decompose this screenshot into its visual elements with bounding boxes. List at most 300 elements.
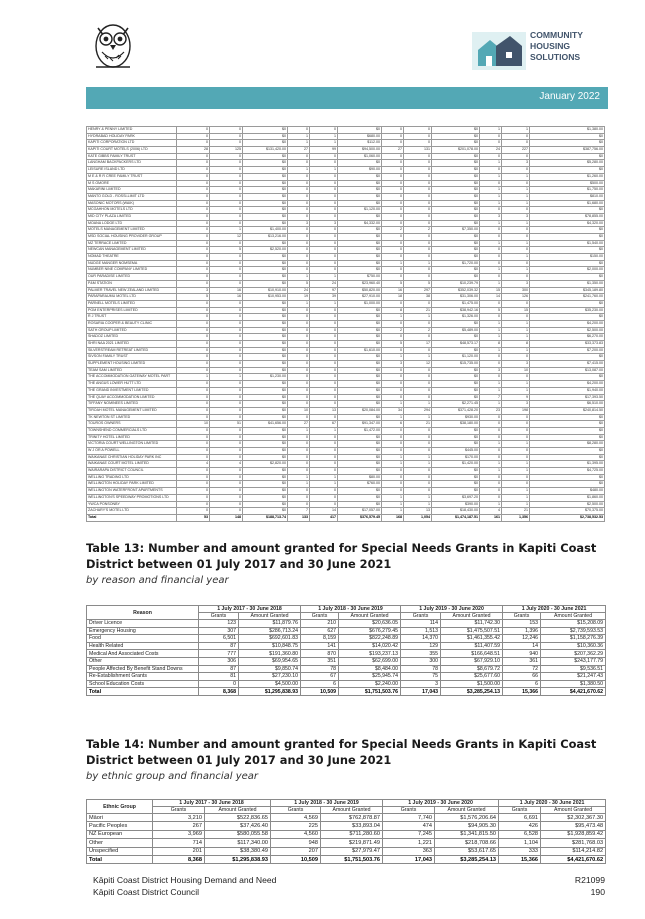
table-cell: 294 [404,407,432,414]
table-cell: 3 [502,160,530,167]
table-cell: 10 [502,367,530,374]
table-cell: 0 [288,454,310,461]
table-cell: $1,120.00 [432,354,480,361]
table-cell: 1 [288,167,310,174]
table-cell: $17,393.50 [530,394,605,401]
table-cell: $0 [432,254,480,261]
table-cell: $31,306.00 [432,294,480,301]
table-cell: 0 [288,354,310,361]
table-cell: 0 [288,187,310,194]
table-cell: 0 [210,280,243,287]
table-cell: 12,246 [503,635,541,643]
table-cell: 7,740 [383,814,435,822]
table-cell: 7 [480,394,502,401]
table-cell: $0 [243,267,288,274]
table-cell: 0 [288,334,310,341]
table-cell: $0 [338,468,382,475]
table-cell: 21 [404,421,432,428]
table-cell: 0 [480,434,502,441]
row-label: NUDGE MANGER NOMSEMA [87,260,177,267]
table-cell: 0 [177,361,210,368]
table-cell: $13,216.00 [243,234,288,241]
table-cell: $371,428.20 [432,407,480,414]
row-label: MASONIC MOTORS (WAIK) [87,200,177,207]
table-cell: $0 [243,407,288,414]
table-cell: 0 [404,240,432,247]
table-cell: $0 [243,474,288,481]
table-cell: 0 [480,374,502,381]
table-cell: 99 [310,147,338,154]
table-cell: 0 [310,267,338,274]
table-cell: 227 [502,147,530,154]
table-cell: $0 [432,213,480,220]
table-cell: 0 [404,320,432,327]
table-cell: 0 [310,381,338,388]
table-cell: 0 [382,347,404,354]
table-cell: $0 [432,234,480,241]
table-cell: 0 [310,234,338,241]
table-cell: $692,601.83 [239,635,301,643]
table-cell: 1 [480,160,502,167]
table-cell: 0 [502,180,530,187]
table-cell: 27 [288,147,310,154]
table-cell: 1 [502,193,530,200]
table-cell: $0 [338,414,382,421]
table-cell: 0 [382,153,404,160]
table-row [87,294,605,301]
table-cell: 0 [177,133,210,140]
table-cell: 0 [177,300,210,307]
table-cell: $0 [243,173,288,180]
table-cell: $1,060.00 [338,153,382,160]
table-cell: $345,189.80 [530,287,605,294]
table-cell: $0 [243,187,288,194]
table-cell: 0 [480,247,502,254]
table-cell: $11,879.76 [239,620,301,628]
table-cell: $810.00 [530,193,605,200]
table-cell: 0 [382,374,404,381]
table-cell: 0 [210,153,243,160]
row-label: Health Related [87,642,199,650]
table-row [87,334,605,341]
table-cell: 0 [288,213,310,220]
table-cell: 0 [382,387,404,394]
table-cell: 12 [210,234,243,241]
table-cell: $1,341,815.50 [435,830,499,838]
table-cell: 0 [288,267,310,274]
row-label: Māori [87,814,153,822]
table-cell: $0 [243,200,288,207]
row-label: MCGAHHON MOTELS LTD [87,207,177,214]
row-label: KAPITI COURT MOTELS (2006) LTD [87,147,177,154]
row-label: KATE GIBBS FAMILY TRUST [87,153,177,160]
table-cell: 0 [210,474,243,481]
table-cell: $5,489.00 [432,327,480,334]
table-cell: 0 [288,401,310,408]
row-label: Driver Licence [87,620,199,628]
report-title: Kāpiti Coast District Housing Demand and Need [93,875,277,885]
brand-line: SOLUTIONS [530,51,581,62]
table-cell: $166,648.51 [441,650,503,658]
table-row [87,187,605,194]
table-cell: $0 [338,374,382,381]
table-cell: $0 [338,341,382,348]
row-label: MAKARINI LIMITED [87,187,177,194]
table-cell: $1,940.00 [530,387,605,394]
table-cell: $0 [432,347,480,354]
table-cell: 0 [382,427,404,434]
grants-header: Grants [153,807,205,814]
table-cell: $3,285,254.13 [435,855,499,863]
table-cell: $243,177.79 [541,657,606,665]
table-row [87,267,605,274]
row-label: Emergency Housing [87,627,199,635]
table-cell: $1,420.00 [432,461,480,468]
table-cell: $0 [530,207,605,214]
table-cell: 306 [199,657,239,665]
table-cell: 1 [502,187,530,194]
table-cell: 0 [310,501,338,508]
table-cell: 1 [310,300,338,307]
table-cell: $0 [243,508,288,515]
table-cell: 0 [210,274,243,281]
table-cell: $1,751,503.76 [321,855,383,863]
table-cell: 0 [310,374,338,381]
table-cell: $4,725.00 [530,468,605,475]
table-cell: 0 [288,153,310,160]
table-cell: 1 [480,441,502,448]
row-label: SATH GROUP LIMITED [87,327,177,334]
table-row [87,127,605,134]
row-label: Total [87,514,177,521]
table-cell: 0 [210,307,243,314]
table-cell: $0 [338,240,382,247]
table-cell: $207,362.29 [541,650,606,658]
table-cell: 0 [177,448,210,455]
table-row [87,280,605,287]
table-cell: 0 [310,401,338,408]
table-cell: $0 [432,140,480,147]
table-cell: 0 [382,180,404,187]
table-cell: 1 [502,387,530,394]
table-cell: 0 [310,347,338,354]
table-cell: $0 [530,167,605,174]
table-cell: 0 [382,481,404,488]
table-cell: $2,500.00 [530,327,605,334]
table-cell: $0 [243,481,288,488]
table-cell: $23,960.40 [338,280,382,287]
table-cell: 5 [177,294,210,301]
table-cell: 4 [177,461,210,468]
table-cell: 0 [310,320,338,327]
table-cell: 0 [210,200,243,207]
table-cell: 0 [310,354,338,361]
table-cell: 0 [404,127,432,134]
table-cell: 1 [480,327,502,334]
row-label: KAPITI CORPORATION LTD [87,140,177,147]
table-cell: 0 [210,127,243,134]
table-cell: 16 [210,294,243,301]
row-label: Medical And Associated Costs [87,650,199,658]
table-cell: 0 [310,341,338,348]
table-cell: 1 [382,461,404,468]
table-cell: 0 [502,260,530,267]
table-cell: 0 [288,207,310,214]
table-cell: $0 [530,153,605,160]
table-cell: $0 [432,387,480,394]
table-cell: 5 [210,247,243,254]
table-cell: 6 [503,680,541,688]
table-cell: 1 [288,427,310,434]
table-cell: 0 [288,173,310,180]
table-cell: 1 [404,314,432,321]
table-cell: 0 [404,427,432,434]
table-cell: 6 [301,680,339,688]
table-cell: $0 [243,394,288,401]
table-cell: 0 [404,187,432,194]
table-cell: 0 [404,448,432,455]
table-cell: 5 [382,280,404,287]
table-cell: 13 [310,407,338,414]
table-row [87,650,606,658]
table-cell: $390.00 [432,501,480,508]
table-cell: 126 [502,294,530,301]
table-cell: 1 [288,140,310,147]
table-cell: 0 [480,488,502,495]
table-cell: 1 [382,494,404,501]
table-cell: $2,500.00 [530,501,605,508]
table-cell: 0 [288,381,310,388]
table-cell: 168 [382,514,404,521]
table-cell: 4,560 [271,830,321,838]
row-label: THE QUAY ACCOMMODATION LIMITED [87,394,177,401]
table-row [87,160,605,167]
table-cell: 0 [310,173,338,180]
table-cell: 39 [310,294,338,301]
table-row [87,822,606,830]
table-row [87,180,605,187]
table-cell: 97 [310,287,338,294]
table-cell: 1 [502,240,530,247]
table-cell: $0 [243,387,288,394]
table-cell: 0 [210,180,243,187]
table-cell: 0 [502,300,530,307]
table-cell: 0 [177,314,210,321]
table14-subheading: by ethnic group and financial year [86,771,259,782]
table-cell: 0 [382,320,404,327]
table-cell: $0 [432,427,480,434]
table-cell: $62,699.00 [339,657,401,665]
table-row [87,320,605,327]
table-cell: $0 [530,234,605,241]
table-cell: 0 [288,254,310,261]
table-cell: $131,420.00 [243,147,288,154]
table-cell: 0 [210,407,243,414]
table-cell: $4,200.00 [530,381,605,388]
table-cell: 0 [288,461,310,468]
table-cell: $0 [530,247,605,254]
row-label: WAIKANAE CHRISTIAN HOLIDAY PARK INC [87,454,177,461]
table-cell: 0 [210,240,243,247]
table-cell: $0 [243,427,288,434]
table-row [87,307,605,314]
ethnic-group-table [86,799,606,864]
table-cell: $2,738,532.53 [530,514,605,521]
table-cell: $0 [243,367,288,374]
table-row [87,354,605,361]
community-housing-solutions-logo [468,28,588,74]
table-cell: $0 [338,367,382,374]
table-cell: $1,928,859.42 [541,830,606,838]
table-cell: 1,104 [499,839,541,847]
table-cell: 0 [210,260,243,267]
table-cell: 210 [301,620,339,628]
owl-logo [88,14,138,70]
table-cell: 1 [404,260,432,267]
table-cell: $1,326.00 [432,314,480,321]
table-cell: $170.00 [432,454,480,461]
table-row [87,673,606,681]
table-cell: 0 [310,213,338,220]
table-cell: 1 [404,414,432,421]
table-cell: 0 [382,140,404,147]
table-cell: 0 [210,160,243,167]
row-label: WAIKANAE COURT MOTEL LIMITED [87,461,177,468]
table-cell: $0 [338,454,382,461]
table-cell: 38 [404,294,432,301]
table-cell: $480.00 [530,488,605,495]
table-cell: 0 [404,394,432,401]
table-cell: 777 [199,650,239,658]
table-row [87,427,605,434]
table-cell: $4,320.00 [530,220,605,227]
table-cell: 1 [502,127,530,134]
table-cell: 0 [480,300,502,307]
table-cell: 0 [310,441,338,448]
table-cell: $78,855.00 [530,213,605,220]
table-cell: 0 [310,367,338,374]
table-cell: $0 [338,193,382,200]
table-cell: 0 [382,448,404,455]
table-cell: 161 [480,514,502,521]
table-cell: 6,528 [499,830,541,838]
table-cell: $4,421,670.62 [541,855,606,863]
row-label: M S OMORE [87,180,177,187]
table-cell: 1 [480,334,502,341]
table-cell: $0 [243,127,288,134]
table-cell: 0 [310,454,338,461]
row-label: NEWCAN MANAGEMENT LIMITED [87,247,177,254]
table-cell: 0 [480,414,502,421]
table-cell: 0 [288,314,310,321]
table-cell: 0 [310,387,338,394]
row-label: ROSARIA COOPER & BEAUTY CLINIC [87,320,177,327]
table-cell: 0 [382,213,404,220]
table-row [87,514,605,521]
table-cell: $14,020.42 [339,642,401,650]
table-cell: $11,742.30 [441,620,503,628]
table-cell: 0 [480,140,502,147]
table-cell: $94,905.30 [435,822,499,830]
table-cell: $0 [530,140,605,147]
table-row [87,620,606,628]
table-cell: 0 [310,327,338,334]
table-cell: 0 [382,234,404,241]
table-cell: 0 [210,367,243,374]
table-row [87,327,605,334]
table-cell: $0 [243,494,288,501]
table-cell: $0 [243,454,288,461]
table-cell: 0 [210,314,243,321]
table-cell: 0 [310,200,338,207]
table-cell: 0 [382,220,404,227]
table-cell: 24 [288,287,310,294]
table-cell: $0 [338,448,382,455]
table-cell: 0 [480,274,502,281]
table-row [87,147,605,154]
table-cell: 3,969 [153,830,205,838]
row-label: Pacific Peoples [87,822,153,830]
table-cell: $2,271.45 [432,401,480,408]
table-cell: 129 [401,642,441,650]
table-cell: 6,501 [199,635,239,643]
table-row [87,193,605,200]
table-row [87,814,606,822]
table-cell: 1 [288,274,310,281]
table-cell: 1 [480,401,502,408]
table-cell: 0 [404,468,432,475]
table-cell: 0 [480,254,502,261]
table-cell: $281,768.03 [541,839,606,847]
table-cell: 0 [382,267,404,274]
table-cell: $0 [432,468,480,475]
table-cell: 0 [502,207,530,214]
table-cell: 0 [382,381,404,388]
amount-header: Amount Granted [435,807,499,814]
table-cell: $0 [243,254,288,261]
table-cell: 15,366 [499,855,541,863]
table-cell: $191,360.80 [239,650,301,658]
table-cell: 1,356 [502,514,530,521]
table-cell: 0 [177,354,210,361]
table-cell: 0 [382,187,404,194]
table-cell: 0 [382,300,404,307]
table-cell: 15,366 [503,688,541,696]
table-cell: 0 [177,427,210,434]
table-cell: 0 [288,387,310,394]
table-row [87,508,605,515]
table-cell: $0 [432,247,480,254]
table-cell: 7,245 [383,830,435,838]
table-cell: 351 [301,657,339,665]
table-cell: 0 [288,361,310,368]
table-cell: $0 [338,307,382,314]
table-cell: 0 [210,347,243,354]
table-cell: 0 [210,327,243,334]
table-cell: 7 [288,508,310,515]
table-cell: 0 [288,501,310,508]
table-cell: $0 [243,448,288,455]
table-cell: 21 [404,307,432,314]
table-cell: 8,159 [301,635,339,643]
table-cell: 0 [310,247,338,254]
table-cell: 0 [480,167,502,174]
table-cell: $25,677.60 [441,673,503,681]
table-cell: 0 [480,314,502,321]
brand-line: HOUSING [530,40,571,51]
table-cell: $0 [338,127,382,134]
table-cell: 0 [502,414,530,421]
